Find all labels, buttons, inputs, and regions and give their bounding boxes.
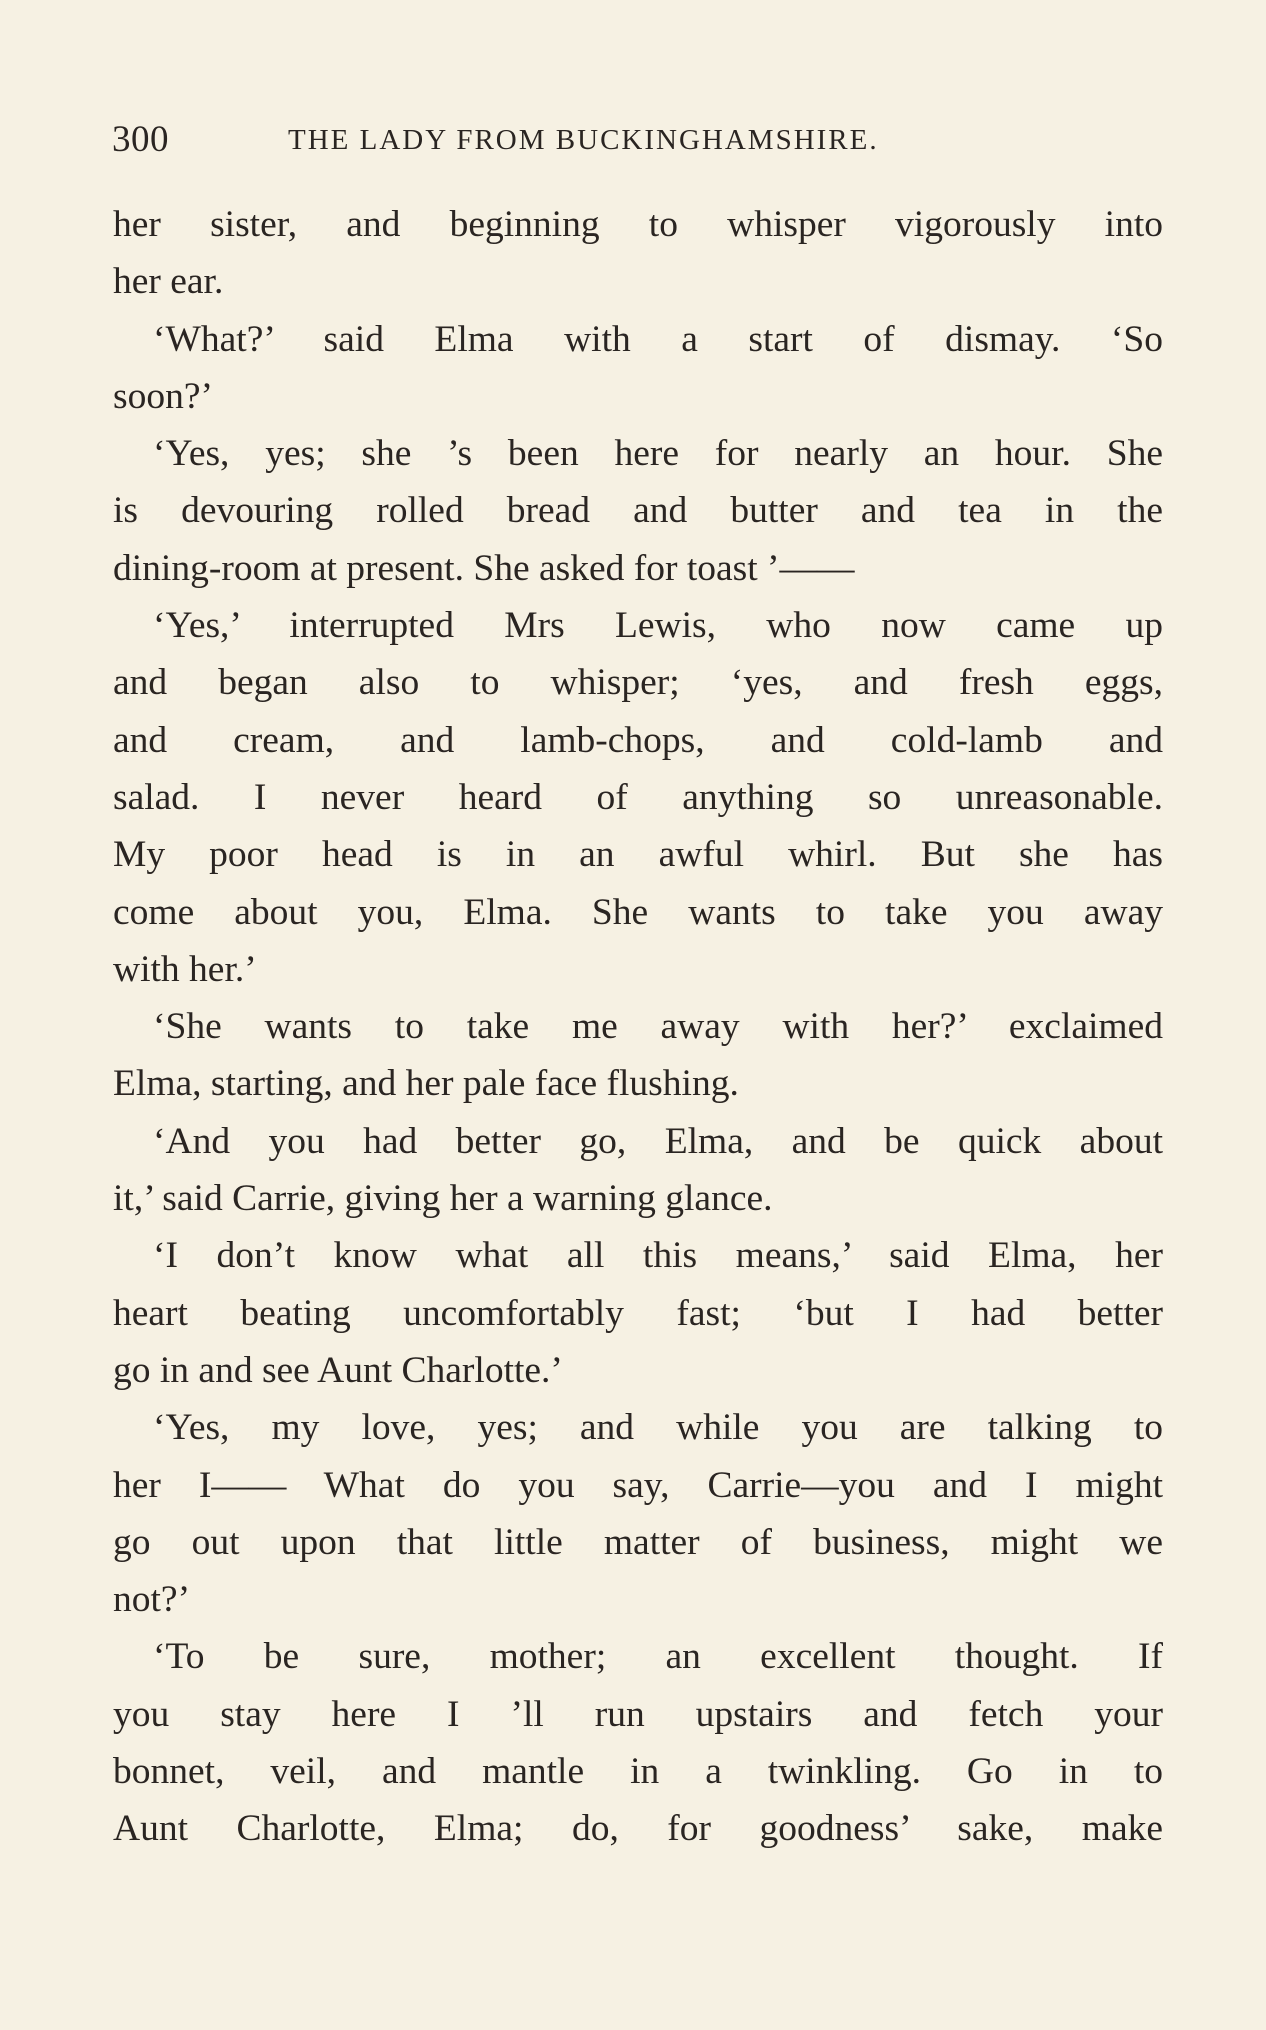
page-number: 300 [112, 119, 169, 160]
text-line: her sister, and beginning to whisper vigorously into [113, 204, 1163, 245]
text-line: My poor head is in an awful whirl. But she has [113, 834, 1163, 876]
text-line: it,’ said Carrie, giving her a warning glance. [113, 1178, 773, 1220]
text-line: is devouring rolled bread and butter and tea in the [113, 490, 1163, 532]
text-line: you stay here I ’ll run upstairs and fetch your [113, 1693, 1163, 1735]
text-line: ‘Yes,’ interrupted Mrs Lewis, who now came up [153, 605, 1163, 647]
text-line: Aunt Charlotte, Elma; do, for goodness’ sake, make [113, 1808, 1163, 1850]
text-line: ‘What?’ said Elma with a start of dismay. ‘So [153, 318, 1163, 360]
text-line: not?’ [113, 1579, 191, 1621]
text-line: and cream, and lamb-chops, and cold-lamb and [113, 719, 1163, 761]
text-line: ‘And you had better go, Elma, and be quick about [153, 1120, 1163, 1162]
text-line: heart beating uncomfortably fast; ‘but I had better [113, 1292, 1163, 1334]
text-line: ‘To be sure, mother; an excellent thought. If [153, 1636, 1163, 1678]
text-line: ‘I don’t know what all this means,’ said Elma, her [153, 1235, 1163, 1277]
text-line: go in and see Aunt Charlotte.’ [113, 1349, 563, 1391]
text-line: and began also to whisper; ‘yes, and fresh eggs, [113, 662, 1163, 704]
text-line: her I—— What do you say, Carrie—you and I might [113, 1464, 1163, 1506]
text-line: Elma, starting, and her pale face flushing. [113, 1063, 739, 1105]
text-line: her ear. [113, 261, 224, 303]
text-line: dining-room at present. She asked for toast ’—— [113, 547, 855, 589]
page-header [112, 112, 1162, 164]
text-line: come about you, Elma. She wants to take you away [113, 891, 1163, 933]
text-line: ‘Yes, my love, yes; and while you are talking to [153, 1407, 1163, 1449]
text-line: salad. I never heard of anything so unreasonable. [113, 776, 1163, 818]
text-line: ‘Yes, yes; she ’s been here for nearly an hour. She [153, 433, 1163, 475]
text-line: bonnet, veil, and mantle in a twinkling. Go in to [113, 1751, 1163, 1793]
text-line: with her.’ [113, 948, 257, 990]
text-line: soon?’ [113, 375, 213, 417]
body-text [113, 196, 1163, 1858]
running-title: THE LADY FROM BUCKINGHAMSHIRE. [288, 124, 879, 156]
text-line: go out upon that little matter of business, might we [113, 1521, 1163, 1563]
text-line: ‘She wants to take me away with her?’ exclaimed [153, 1006, 1163, 1048]
